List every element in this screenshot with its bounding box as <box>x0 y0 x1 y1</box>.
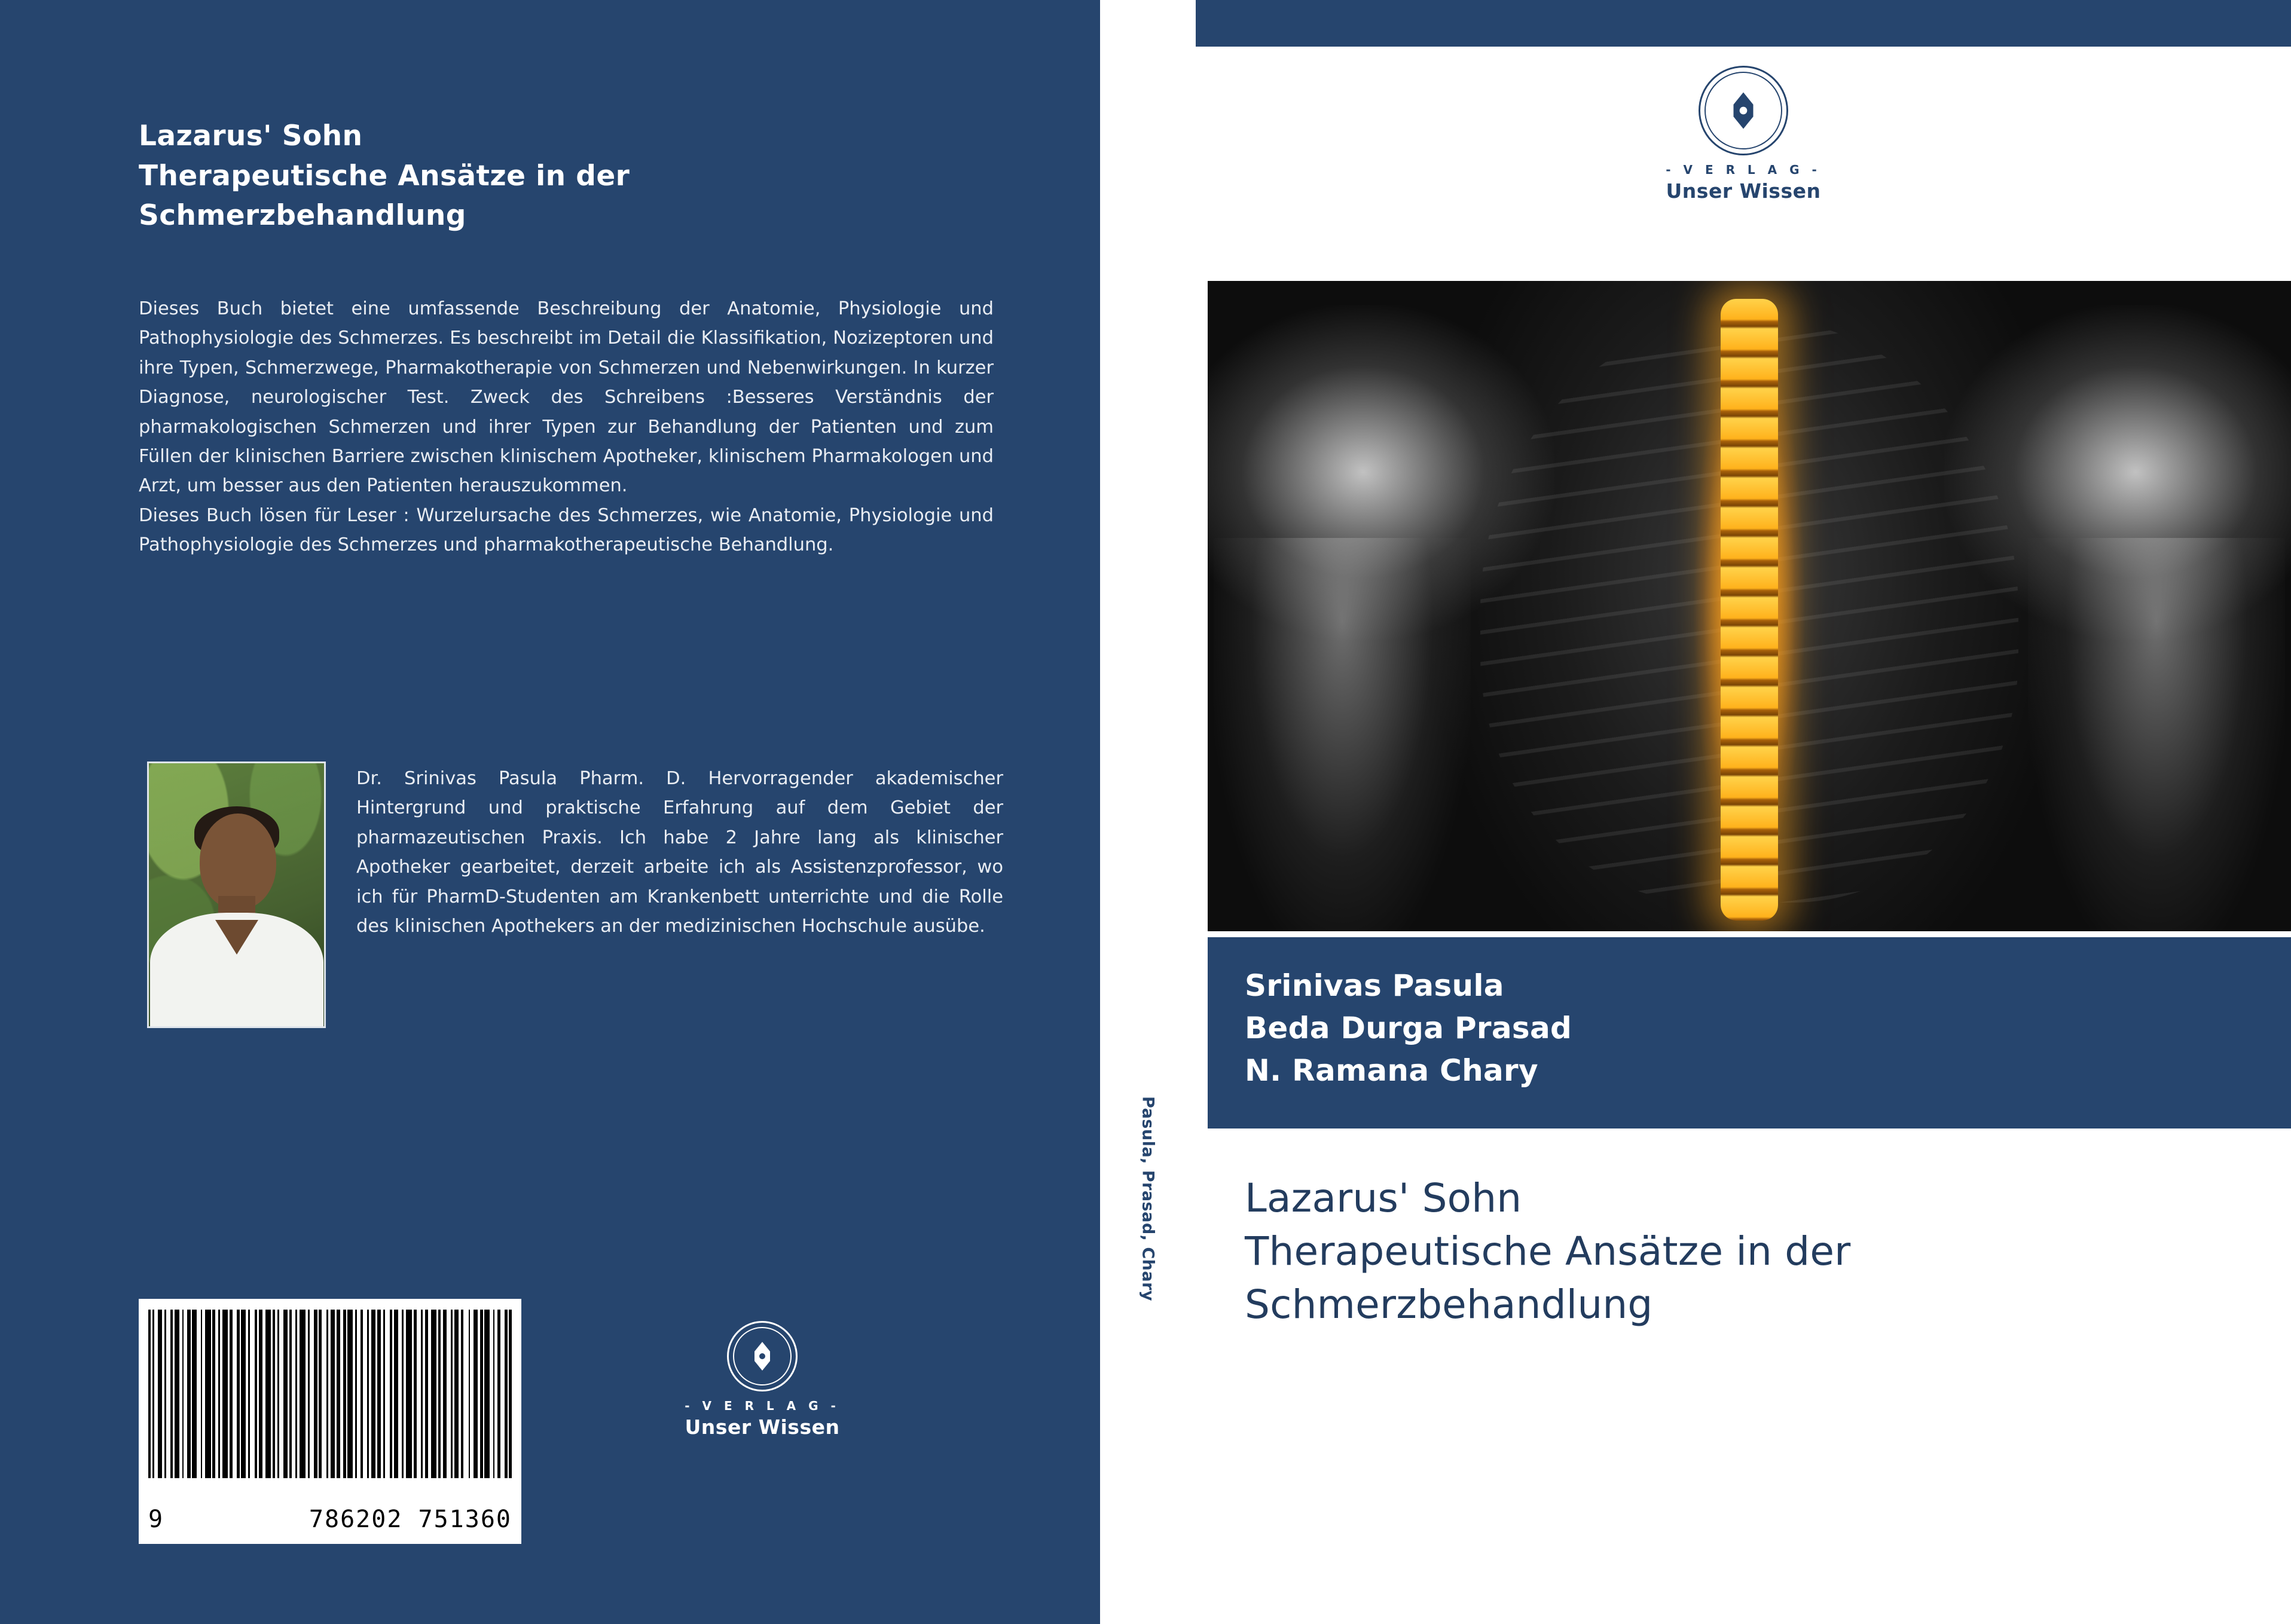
cover-image-spine-xray <box>1208 281 2291 931</box>
back-title-line-3: Schmerzbehandlung <box>139 199 466 233</box>
author-list <box>1208 937 2291 1092</box>
publisher-logo-back <box>682 1321 843 1439</box>
front-authors-band <box>1208 931 2291 1128</box>
author-bio-text: Dr. Srinivas Pasula Pharm. D. Hervorragender akademischer Hintergrund und praktische Erfahrung auf dem Gebiet der pharmazeutischen Praxis. Ich habe 2 Jahre lang als klinischer Apotheker gearbeitet, derzeit arbeite ich als Assistenzprofessor, wo ich für PharmD-Studenten am Krankenbett unterrichte und die Rolle des klinischen Apothekers an der medizinischen Hochschule ausübe. <box>356 768 1003 937</box>
book-spine <box>1100 0 1196 1624</box>
publisher-logo-front <box>1564 66 1923 203</box>
publisher-seal-icon <box>727 1321 798 1391</box>
back-title-line-2: Therapeutische Ansätze in der <box>139 159 630 192</box>
barcode-digits <box>148 1506 512 1533</box>
isbn-digits-main: 786202 751360 <box>308 1506 512 1533</box>
back-cover-title <box>139 117 988 236</box>
author-name: Beda Durga Prasad <box>1245 1011 1572 1045</box>
photo-collar <box>215 920 258 955</box>
hero-vertebrae <box>1721 299 1778 920</box>
front-title-line-3: Schmerzbehandlung <box>1245 1282 1653 1328</box>
author-name: Srinivas Pasula <box>1245 968 1504 1003</box>
isbn-digit-prefix: 9 <box>148 1506 164 1533</box>
publisher-name: Unser Wissen <box>1666 179 1821 203</box>
front-title-line-1: Lazarus' Sohn <box>1245 1175 1522 1221</box>
front-top-bar <box>1196 0 2291 47</box>
blurb-paragraph-2: Dieses Buch lösen für Leser : Wurzelursache des Schmerzes, wie Anatomie, Physiologie und Pathophysiologie des Schmerzes und pharmakotherapeutische Behandlung. <box>139 504 994 556</box>
publisher-verlag-label: - V E R L A G - <box>685 1399 840 1413</box>
isbn-barcode <box>139 1299 521 1544</box>
publisher-name: Unser Wissen <box>685 1415 840 1439</box>
hero-arm-right <box>2028 538 2285 931</box>
publisher-seal-icon <box>1699 66 1788 155</box>
photo-head <box>200 813 276 909</box>
front-cover-title <box>1245 1172 2261 1331</box>
pen-nib-icon <box>750 1341 774 1372</box>
author-name: N. Ramana Chary <box>1245 1053 1538 1088</box>
pen-nib-icon <box>1728 91 1759 130</box>
barcode-bars <box>148 1310 512 1489</box>
hero-arm-left <box>1214 538 1471 931</box>
author-photo <box>147 761 326 1028</box>
back-title-line-1: Lazarus' Sohn <box>139 120 363 152</box>
front-title-line-2: Therapeutische Ansätze in der <box>1245 1228 1851 1275</box>
back-cover-panel <box>0 0 1100 1624</box>
publisher-verlag-label: - V E R L A G - <box>1666 163 1821 177</box>
back-cover-blurb <box>139 294 994 560</box>
front-cover-panel <box>1196 0 2291 1624</box>
spine-author-text: Pasula, Prasad, Chary <box>1138 1096 1157 1301</box>
blurb-paragraph-1: Dieses Buch bietet eine umfassende Beschreibung der Anatomie, Physiologie und Pathophysiologie des Schmerzes. Es beschreibt im Detail die Klassifikation, Nozizeptoren und ihre Typen, Schmerzwege, Pharmakotherapie von Schmerzen und Nebenwirkungen. In kurzer Diagnose, neurologischer Test. Zweck des Schreibens :Besseres Verständnis der pharmakologischen Schmerzen und ihrer Typen zur Behandlung der Patienten und zum Füllen der klinischen Barriere zwischen klinischem Apotheker, klinischem Pharmakologen und Arzt, um besser aus den Patienten herauszukommen. <box>139 298 994 497</box>
